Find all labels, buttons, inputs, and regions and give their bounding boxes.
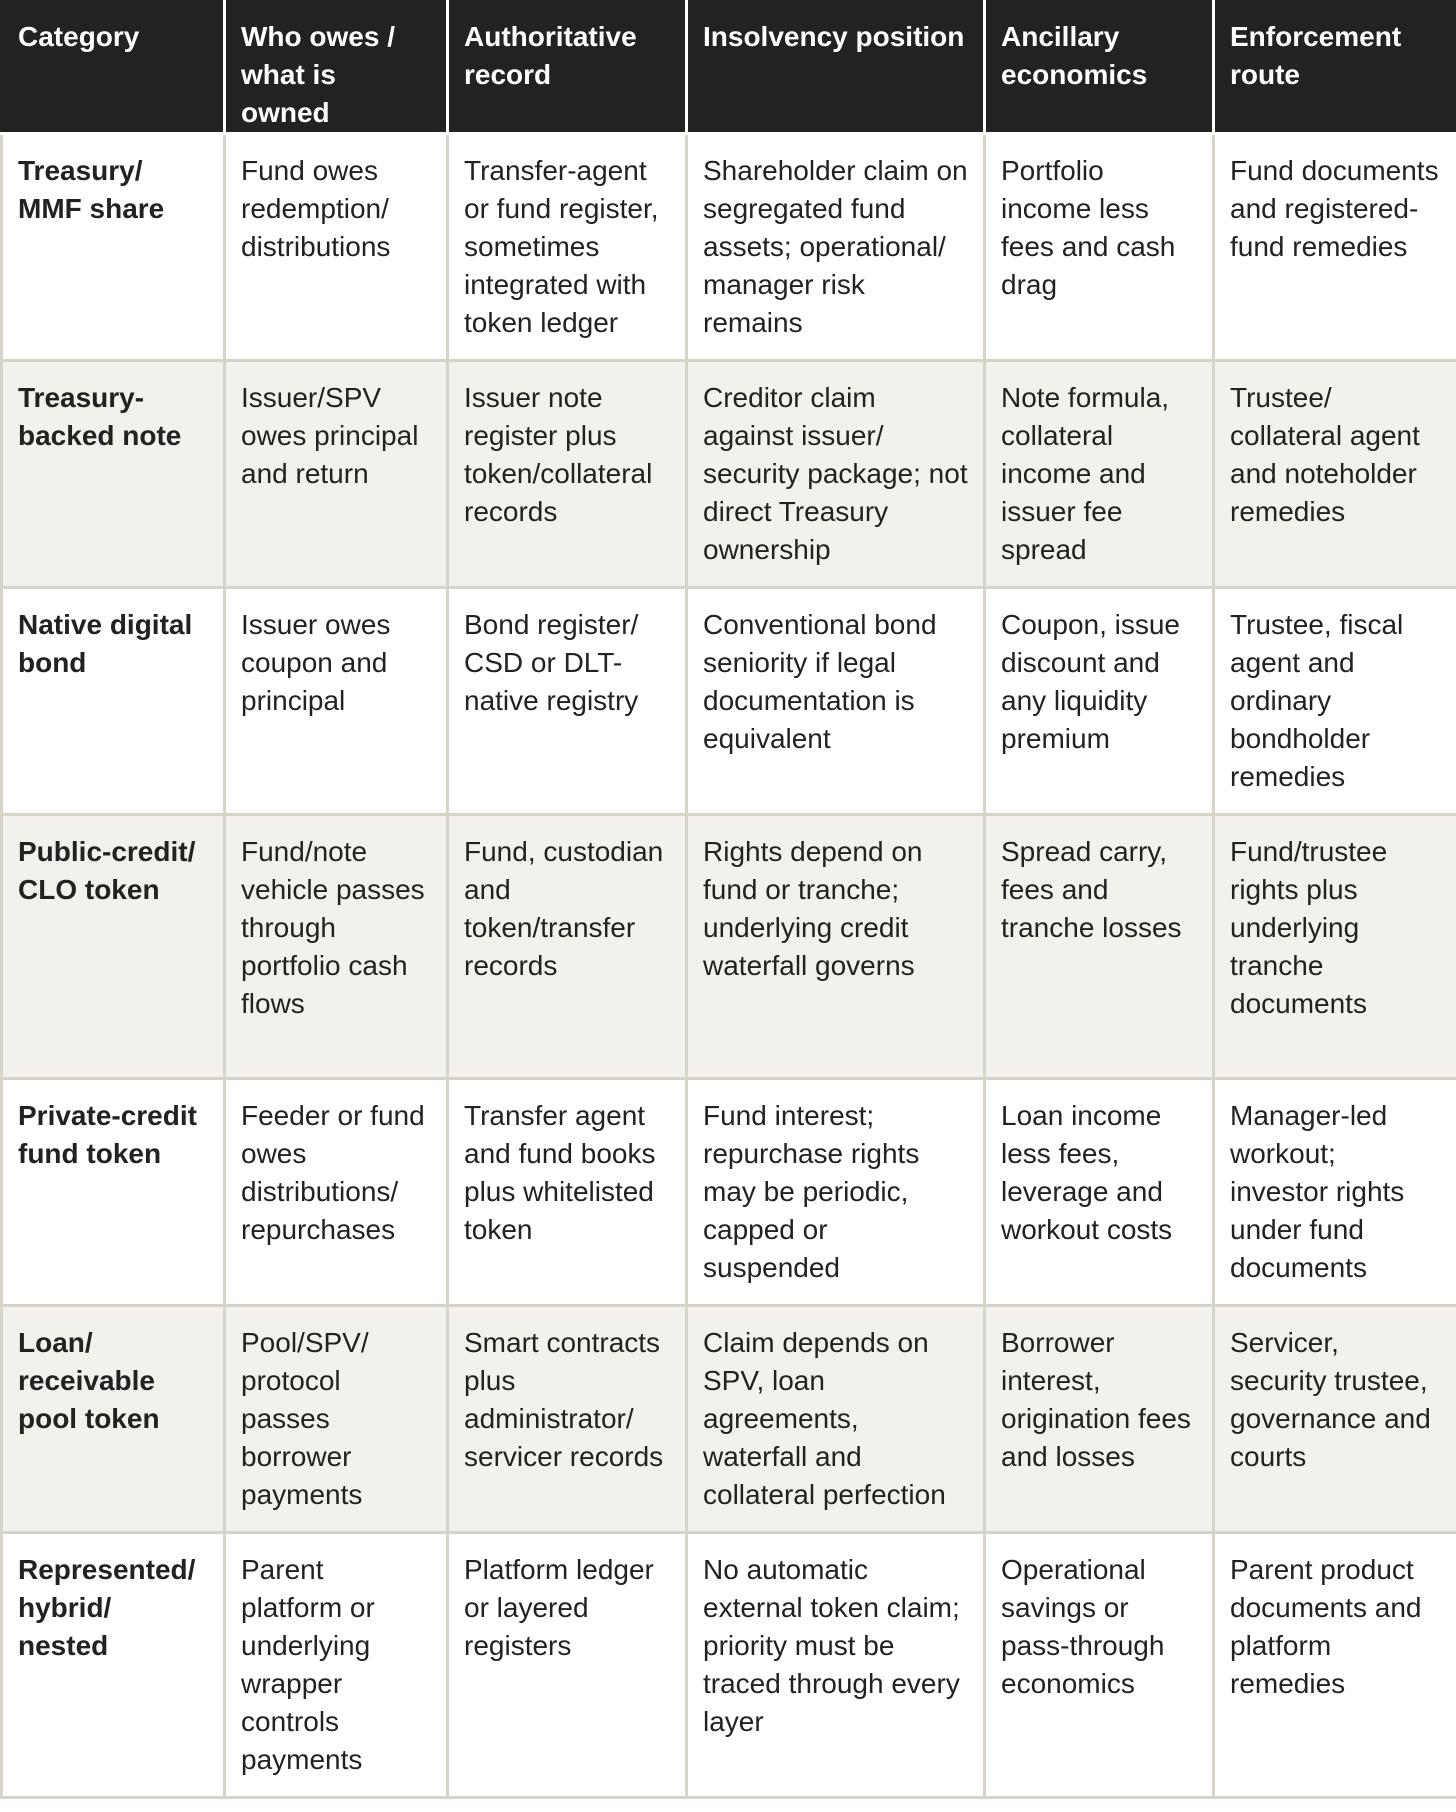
- cell-ancillary-economics: Portfolio income less fees and cash drag: [985, 134, 1214, 361]
- cell-who-owes: Issuer/SPV owes principal and return: [225, 361, 448, 588]
- cell-insolvency-position: Shareholder claim on segregated fund assets; operational/ manager risk remains: [687, 134, 985, 361]
- cell-ancillary-economics: Operational savings or pass-through economics: [985, 1533, 1214, 1798]
- cell-ancillary-economics: Borrower interest, origination fees and losses: [985, 1306, 1214, 1533]
- cell-insolvency-position: Claim depends on SPV, loan agreements, waterfall and collateral perfection: [687, 1306, 985, 1533]
- header-ancillary-economics: Ancillary economics: [985, 2, 1214, 134]
- row-category: Treasury-backed note: [2, 361, 225, 588]
- cell-insolvency-position: Fund interest; repurchase rights may be periodic, capped or suspended: [687, 1079, 985, 1306]
- table-row: [2, 588, 1456, 815]
- header-enforcement-route: Enforcement route: [1214, 2, 1456, 134]
- cell-who-owes: Fund/note vehicle passes through portfolio cash flows: [225, 815, 448, 1079]
- table-row: [2, 1306, 1456, 1533]
- cell-authoritative-record: Issuer note register plus token/collateral records: [448, 361, 687, 588]
- cell-authoritative-record: Bond register/ CSD or DLT-native registry: [448, 588, 687, 815]
- cell-ancillary-economics: Coupon, issue discount and any liquidity premium: [985, 588, 1214, 815]
- cell-who-owes: Pool/SPV/ protocol passes borrower payments: [225, 1306, 448, 1533]
- table-row: [2, 134, 1456, 361]
- header-authoritative-record: Authoritative record: [448, 2, 687, 134]
- table-body: [2, 134, 1456, 1798]
- cell-insolvency-position: Creditor claim against issuer/ security package; not direct Treasury ownership: [687, 361, 985, 588]
- cell-enforcement-route: Trustee, fiscal agent and ordinary bondholder remedies: [1214, 588, 1456, 815]
- cell-who-owes: Fund owes redemption/ distributions: [225, 134, 448, 361]
- row-category: Public-credit/ CLO token: [2, 815, 225, 1079]
- cell-enforcement-route: Manager-led workout; investor rights under fund documents: [1214, 1079, 1456, 1306]
- cell-ancillary-economics: Spread carry, fees and tranche losses: [985, 815, 1214, 1079]
- cell-ancillary-economics: Note formula, collateral income and issuer fee spread: [985, 361, 1214, 588]
- table-row: [2, 361, 1456, 588]
- table-row: [2, 815, 1456, 1079]
- cell-authoritative-record: Transfer-agent or fund register, sometimes integrated with token ledger: [448, 134, 687, 361]
- row-category: Private-credit fund token: [2, 1079, 225, 1306]
- row-category: Treasury/ MMF share: [2, 134, 225, 361]
- cell-insolvency-position: Rights depend on fund or tranche; underlying credit waterfall governs: [687, 815, 985, 1079]
- cell-who-owes: Feeder or fund owes distributions/ repurchases: [225, 1079, 448, 1306]
- header-row: [2, 2, 1456, 134]
- cell-who-owes: Parent platform or underlying wrapper controls payments: [225, 1533, 448, 1798]
- table-row: [2, 1533, 1456, 1798]
- row-category: Represented/ hybrid/ nested: [2, 1533, 225, 1798]
- cell-enforcement-route: Fund documents and registered-fund remedies: [1214, 134, 1456, 361]
- cell-enforcement-route: Servicer, security trustee, governance and courts: [1214, 1306, 1456, 1533]
- row-category: Native digital bond: [2, 588, 225, 815]
- cell-insolvency-position: No automatic external token claim; priority must be traced through every layer: [687, 1533, 985, 1798]
- table-row: [2, 1079, 1456, 1306]
- header-category: Category: [2, 2, 225, 134]
- cell-authoritative-record: Smart contracts plus administrator/ servicer records: [448, 1306, 687, 1533]
- header-who-owes: Who owes / what is owned: [225, 2, 448, 134]
- cell-ancillary-economics: Loan income less fees, leverage and workout costs: [985, 1079, 1214, 1306]
- cell-enforcement-route: Fund/trustee rights plus underlying tranche documents: [1214, 815, 1456, 1079]
- cell-insolvency-position: Conventional bond seniority if legal documentation is equivalent: [687, 588, 985, 815]
- cell-enforcement-route: Parent product documents and platform remedies: [1214, 1533, 1456, 1798]
- header-insolvency-position: Insolvency position: [687, 2, 985, 134]
- cell-authoritative-record: Fund, custodian and token/transfer records: [448, 815, 687, 1079]
- cell-authoritative-record: Platform ledger or layered registers: [448, 1533, 687, 1798]
- cell-enforcement-route: Trustee/ collateral agent and noteholder remedies: [1214, 361, 1456, 588]
- row-category: Loan/ receivable pool token: [2, 1306, 225, 1533]
- cell-authoritative-record: Transfer agent and fund books plus whitelisted token: [448, 1079, 687, 1306]
- cell-who-owes: Issuer owes coupon and principal: [225, 588, 448, 815]
- table-header: [2, 2, 1456, 134]
